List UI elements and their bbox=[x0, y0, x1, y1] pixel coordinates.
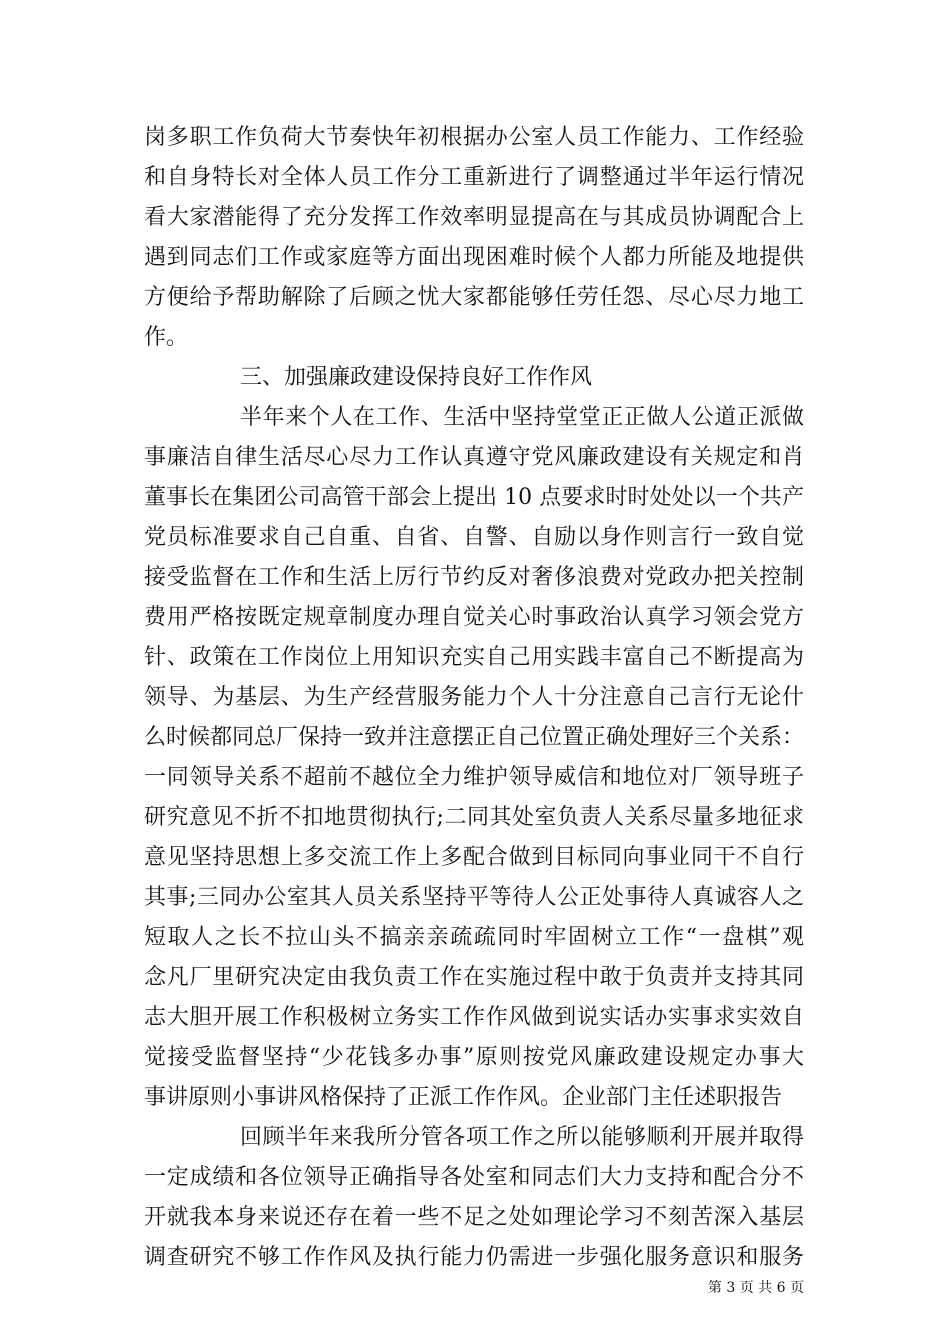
para2-line: 费用严格按既定规章制度办理自觉关心时事政治认真学习领会党方 bbox=[144, 605, 804, 630]
para1-line: 遇到同志们工作或家庭等方面出现困难时候个人都力所能及地提供 bbox=[144, 245, 804, 270]
page-number-footer: 第 3 页 共 6 页 bbox=[707, 1280, 804, 1296]
para2-line: 董事长在集团公司高管干部会上提出 10 点要求时时处处以一个共产 bbox=[144, 485, 804, 510]
para1-line: 作。 bbox=[144, 325, 189, 350]
para2-line: 短取人之长不拉山头不搞亲亲疏疏同时牢固树立工作“一盘棋”观 bbox=[144, 925, 804, 950]
para2-first-line: 半年来个人在工作、生活中坚持堂堂正正做人公道正派做 bbox=[240, 405, 804, 430]
para2-line: 事讲原则小事讲风格保持了正派工作作风。企业部门主任述职报告 bbox=[144, 1085, 783, 1110]
para2-line: 意见坚持思想上多交流工作上多配合做到目标同向事业同干不自行 bbox=[144, 845, 804, 870]
para3-line: 调查研究不够工作作风及执行能力仍需进一步强化服务意识和服务 bbox=[144, 1245, 804, 1270]
para1-line: 岗多职工作负荷大节奏快年初根据办公室人员工作能力、工作经验 bbox=[144, 125, 804, 150]
para1-line: 看大家潜能得了充分发挥工作效率明显提高在与其成员协调配合上 bbox=[144, 205, 804, 230]
para2-line: 一同领导关系不超前不越位全力维护领导威信和地位对厂领导班子 bbox=[144, 765, 804, 790]
para2-line: 事廉洁自律生活尽心尽力工作认真遵守党风廉政建设有关规定和肖 bbox=[144, 445, 804, 470]
para3-first-line: 回顾半年来我所分管各项工作之所以能够顺利开展并取得 bbox=[240, 1125, 804, 1150]
para2-line: 念凡厂里研究决定由我负责工作在实施过程中敢于负责并支持其同 bbox=[144, 965, 804, 990]
para3-line: 开就我本身来说还存在着一些不足之处如理论学习不刻苦深入基层 bbox=[144, 1205, 804, 1230]
para3-line: 一定成绩和各位领导正确指导各处室和同志们大力支持和配合分不 bbox=[144, 1165, 804, 1190]
para2-line: 么时候都同总厂保持一致并注意摆正自己位置正确处理好三个关系： bbox=[144, 725, 804, 750]
section-heading: 三、加强廉政建设保持良好工作作风 bbox=[240, 365, 593, 390]
para1-line: 方便给予帮助解除了后顾之忧大家都能够任劳任怨、尽心尽力地工 bbox=[144, 285, 804, 310]
para2-line: 领导、为基层、为生产经营服务能力个人十分注意自己言行无论什 bbox=[144, 685, 804, 710]
para2-line: 志大胆开展工作积极树立务实工作作风做到说实话办实事求实效自 bbox=[144, 1005, 804, 1030]
para1-line: 和自身特长对全体人员工作分工重新进行了调整通过半年运行情况 bbox=[144, 165, 804, 190]
para2-line: 接受监督在工作和生活上厉行节约反对奢侈浪费对党政办把关控制 bbox=[144, 565, 804, 590]
para2-line: 觉接受监督坚持“少花钱多办事”原则按党风廉政建设规定办事大 bbox=[144, 1045, 804, 1070]
para2-line: 其事;三同办公室其人员关系坚持平等待人公正处事待人真诚容人之 bbox=[144, 885, 804, 910]
para2-line: 党员标准要求自己自重、自省、自警、自励以身作则言行一致自觉 bbox=[144, 525, 804, 550]
para2-line: 针、政策在工作岗位上用知识充实自己用实践丰富自己不断提高为 bbox=[144, 645, 804, 670]
para2-line: 研究意见不折不扣地贯彻执行;二同其处室负责人关系尽量多地征求 bbox=[144, 805, 804, 830]
